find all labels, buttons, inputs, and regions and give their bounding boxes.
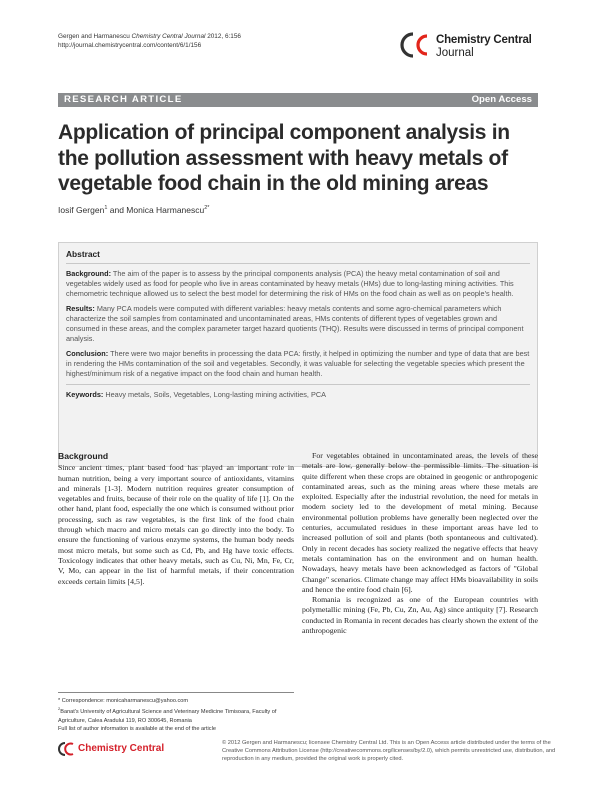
body-column-right bbox=[302, 451, 538, 636]
article-type-label: RESEARCH ARTICLE bbox=[64, 94, 183, 105]
citation-authors: Gergen and Harmanescu bbox=[58, 33, 132, 40]
affiliation-marker: 2 bbox=[58, 706, 61, 712]
affiliation-footnote bbox=[58, 705, 294, 725]
running-header bbox=[58, 32, 241, 50]
keywords-label: Keywords: bbox=[66, 390, 104, 399]
publisher-logo-text: Chemistry Central bbox=[78, 743, 165, 754]
citation-journal: Chemistry Central Journal bbox=[131, 33, 206, 40]
author-affiliation-marker: 2* bbox=[204, 205, 210, 212]
article-title: Application of principal component analysis in the pollution assessment with heavy metals of vegetable food chain in the old mining areas bbox=[58, 121, 510, 195]
abstract-conclusion-text: There were two major benefits in processing the data PCA: firstly, it helped in optimizing the number and type of data that are best in rendering the HMs contamination of the soil and vegetables. Secondly, it was valuable for selecting the vegetable species which present the highest/minimum risk of a negative impact on the food chain and human health. bbox=[66, 349, 530, 378]
body-column-left bbox=[58, 451, 294, 587]
journal-logo bbox=[400, 30, 570, 70]
abstract-conclusion-label: Conclusion: bbox=[66, 349, 109, 358]
section-heading-background: Background bbox=[58, 451, 109, 461]
author-affiliation-marker: 1 bbox=[104, 205, 108, 212]
author-name: Iosif Gergen bbox=[58, 205, 105, 215]
journal-logo-icon bbox=[400, 30, 434, 60]
abstract-results bbox=[66, 304, 530, 344]
abstract-results-text: Many PCA models were computed with different variables: heavy metals contents and some agro-chemical parameters which characterize the soil samples from contaminated and uncontaminated areas, HMs contents of different types of vegetables grown and consumed in these areas, and the complex parameter target hazard quotients (THQ). Results were discussed in terms of principal component analysis. bbox=[66, 304, 524, 343]
copyright-notice: © 2012 Gergen and Harmanescu; licensee Chemistry Central Ltd. This is an Open Access article distributed under the terms of the Creative Commons Attribution License (http://creativecommons.org/licenses/by/2.0), which permits unrestricted use, distribution, and reproduction in any medium, provided the original work is properly cited. bbox=[222, 740, 556, 762]
journal-logo-line2: Journal bbox=[436, 47, 474, 59]
footnotes bbox=[58, 692, 294, 733]
keywords-text: Heavy metals, Soils, Vegetables, Long-lasting mining activities, PCA bbox=[103, 390, 326, 399]
journal-logo-line1: Chemistry Central bbox=[436, 34, 532, 46]
abstract-background-label: Background: bbox=[66, 269, 111, 278]
abstract-background bbox=[66, 269, 530, 299]
body-paragraph: Romania is recognized as one of the European countries with polymetallic mining (Fe, Pb, Cu, Zn, Au, Ag) since antiquity [7]. Research conducted in Romania in recent decades has clearly shown the extent of the anthropogenic bbox=[302, 595, 538, 636]
author-info-note: Full list of author information is available at the end of the article bbox=[58, 726, 216, 733]
correspondence-footnote: * Correspondence: monicaharmanescu@yahoo.com bbox=[58, 698, 189, 704]
citation-volume: 2012, 6:156 bbox=[205, 33, 241, 40]
article-type-banner bbox=[58, 93, 538, 107]
author-name: and Monica Harmanescu bbox=[107, 205, 205, 215]
author-list bbox=[58, 205, 209, 215]
article-url[interactable]: http://journal.chemistrycentral.com/content/6/1/156 bbox=[58, 42, 202, 49]
abstract-heading: Abstract bbox=[66, 249, 530, 264]
abstract-conclusion bbox=[66, 349, 530, 379]
abstract-background-text: The aim of the paper is to assess by the principal components analysis (PCA) the heavy metal contamination of soil and vegetables widely used as food for people who live in areas contaminated by heavy metals (HMs) due to long-lasting mining activities. This chemometric technique allowed us to select the best model for determining the risk of HMs on the food chain as well as on people's health. bbox=[66, 269, 514, 298]
abstract-results-label: Results: bbox=[66, 304, 95, 313]
body-paragraph: Since ancient times, plant based food has played an important role in human nutrition, being a very important source of antioxidants, vitamins and minerals [1-3]. Modern nutrition requires greater consumption of vegetables and fruits, because of their role on the quality of life [1]. On the other hand, plant food, especially the one which is consumed without prior processing, such as raw vegetables, is the first link of the food chain through which macro and micro metals can go directly into the body. To ensure the functioning of various enzyme systems, the human body needs most micro metals, but some such as Cd, Pb, and Hg have toxic effects. Toxicology indicates that other heavy metals, such as Cu, Ni, Mn, Fe, Cr, V, Mo, can appear in the list of harmful metals, if their concentration exceeds certain limits [4,5]. bbox=[58, 463, 294, 586]
publisher-logo bbox=[58, 741, 198, 757]
publisher-logo-icon bbox=[58, 741, 76, 757]
affiliation-text: Banat's University of Agricultural Science and Veterinary Medicine Timisoara, Faculty of Agriculture, Calea Aradului 119, RO 300645, Romania bbox=[58, 709, 277, 724]
open-access-label: Open Access bbox=[471, 94, 532, 105]
body-paragraph: For vegetables obtained in uncontaminated areas, the levels of these metals are low, generally below the permissible limits. The situation is quite different when these crops are obtained in geogenic or anthropogenic contaminated areas, such as the mining areas where these metals are exploited. Especially after the industrial revolution, the need for metals in modern society led to the development of metal mining. Because environmental pollution problems have generally been neglected over the centuries, accumulated residues in these important areas have led to increased pollution of soil and plants (both spontaneous and cultivated). Only in recent decades has society realized the negative effects that heavy metals contamination has on the environment and on human health. Nowadays, heavy metals have been acknowledged as factors of "Global Change" scenarios. Climate change may affect HMs bioavailability in soils and hence the entire food chain [6]. bbox=[302, 451, 538, 594]
abstract-box bbox=[58, 242, 538, 467]
abstract-keywords bbox=[66, 384, 530, 400]
